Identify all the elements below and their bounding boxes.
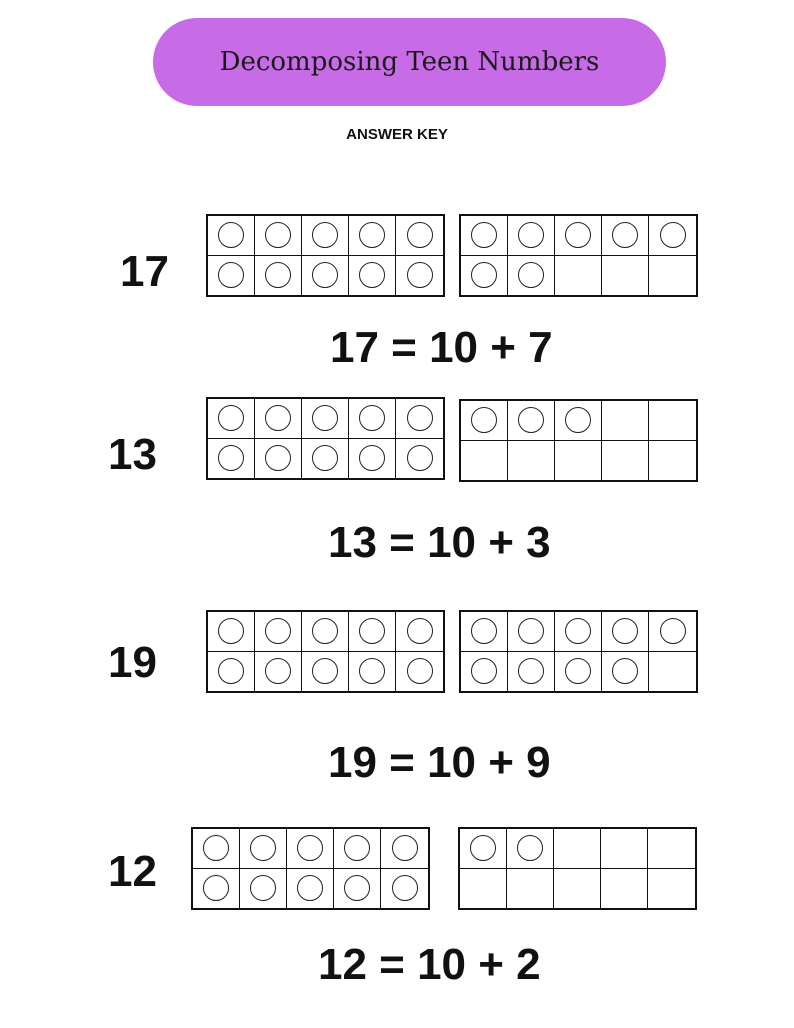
counter-circle-icon xyxy=(565,222,591,248)
counter-circle-icon xyxy=(392,835,418,861)
ten-frame-cell xyxy=(555,256,602,296)
ten-frame-cell xyxy=(396,612,443,652)
counter-circle-icon xyxy=(218,445,244,471)
counter-circle-icon xyxy=(359,405,385,431)
counter-circle-icon xyxy=(265,445,291,471)
counter-circle-icon xyxy=(218,405,244,431)
ten-frame-cell xyxy=(208,399,255,439)
ten-frame-cell xyxy=(240,829,287,869)
counter-circle-icon xyxy=(407,222,433,248)
ten-frame-cell xyxy=(648,829,695,869)
ten-frame-cell xyxy=(302,216,349,256)
ten-frame-cell xyxy=(193,869,240,909)
ten-frame-right xyxy=(459,610,698,693)
ten-frame-cell xyxy=(508,401,555,441)
counter-circle-icon xyxy=(218,222,244,248)
ten-frame-cell xyxy=(649,441,696,481)
ten-frame-cell xyxy=(302,439,349,479)
counter-circle-icon xyxy=(218,262,244,288)
counter-circle-icon xyxy=(218,618,244,644)
ten-frame-cell xyxy=(396,256,443,296)
answer-key-label: ANSWER KEY xyxy=(346,126,448,143)
ten-frame-left xyxy=(206,214,445,297)
ten-frame-cell xyxy=(334,869,381,909)
ten-frame-cell xyxy=(508,612,555,652)
ten-frame-cell xyxy=(601,829,648,869)
ten-frame-cell xyxy=(208,652,255,692)
ten-frame-cell xyxy=(461,612,508,652)
ten-frame-cell xyxy=(208,439,255,479)
ten-frame-cell xyxy=(302,612,349,652)
ten-frame-cell xyxy=(302,256,349,296)
ten-frame-cell xyxy=(208,256,255,296)
ten-frame-cell xyxy=(381,829,428,869)
ten-frame-cell xyxy=(287,869,334,909)
ten-frame-cell xyxy=(602,441,649,481)
page-title: Decomposing Teen Numbers xyxy=(219,47,600,77)
ten-frame-cell xyxy=(349,216,396,256)
problem-number: 13 xyxy=(108,430,157,479)
counter-circle-icon xyxy=(312,618,338,644)
counter-circle-icon xyxy=(471,407,497,433)
ten-frame-cell xyxy=(555,401,602,441)
counter-circle-icon xyxy=(203,875,229,901)
counter-circle-icon xyxy=(359,658,385,684)
ten-frame-cell xyxy=(508,256,555,296)
counter-circle-icon xyxy=(250,835,276,861)
ten-frame-cell xyxy=(648,869,695,909)
ten-frame-cell xyxy=(602,612,649,652)
counter-circle-icon xyxy=(471,262,497,288)
ten-frame-cell xyxy=(508,652,555,692)
ten-frame-cell xyxy=(255,399,302,439)
counter-circle-icon xyxy=(407,658,433,684)
counter-circle-icon xyxy=(518,222,544,248)
ten-frame-cell xyxy=(349,612,396,652)
ten-frame-cell xyxy=(555,612,602,652)
counter-circle-icon xyxy=(407,618,433,644)
ten-frame-cell xyxy=(381,869,428,909)
ten-frame-cell xyxy=(349,652,396,692)
ten-frame-cell xyxy=(460,869,507,909)
equation: 19 = 10 + 9 xyxy=(328,738,551,787)
ten-frame-left xyxy=(206,397,445,480)
counter-circle-icon xyxy=(265,222,291,248)
ten-frame-cell xyxy=(396,216,443,256)
ten-frame-cell xyxy=(461,216,508,256)
ten-frame-cell xyxy=(255,216,302,256)
counter-circle-icon xyxy=(407,445,433,471)
counter-circle-icon xyxy=(344,835,370,861)
counter-circle-icon xyxy=(471,618,497,644)
ten-frame-cell xyxy=(240,869,287,909)
ten-frame-cell xyxy=(602,652,649,692)
ten-frame-cell xyxy=(193,829,240,869)
ten-frame-cell xyxy=(507,829,554,869)
counter-circle-icon xyxy=(471,222,497,248)
counter-circle-icon xyxy=(612,658,638,684)
counter-circle-icon xyxy=(359,262,385,288)
ten-frame-cell xyxy=(649,652,696,692)
ten-frame-left xyxy=(206,610,445,693)
counter-circle-icon xyxy=(203,835,229,861)
counter-circle-icon xyxy=(471,658,497,684)
title-banner xyxy=(153,18,666,106)
ten-frame-cell xyxy=(287,829,334,869)
ten-frame-cell xyxy=(508,441,555,481)
problem-number: 12 xyxy=(108,847,157,896)
ten-frame-cell xyxy=(649,401,696,441)
counter-circle-icon xyxy=(565,618,591,644)
counter-circle-icon xyxy=(312,658,338,684)
ten-frame-cell xyxy=(602,256,649,296)
ten-frame-cell xyxy=(255,256,302,296)
ten-frame-cell xyxy=(602,401,649,441)
counter-circle-icon xyxy=(218,658,244,684)
counter-circle-icon xyxy=(265,618,291,644)
ten-frame-left xyxy=(191,827,430,910)
ten-frame-cell xyxy=(255,652,302,692)
ten-frame-cell xyxy=(302,652,349,692)
ten-frame-cell xyxy=(461,652,508,692)
problem-number: 19 xyxy=(108,638,157,687)
counter-circle-icon xyxy=(250,875,276,901)
ten-frame-cell xyxy=(649,612,696,652)
counter-circle-icon xyxy=(470,835,496,861)
counter-circle-icon xyxy=(565,407,591,433)
counter-circle-icon xyxy=(359,445,385,471)
ten-frame-cell xyxy=(302,399,349,439)
ten-frame-cell xyxy=(554,869,601,909)
counter-circle-icon xyxy=(265,658,291,684)
ten-frame-cell xyxy=(508,216,555,256)
counter-circle-icon xyxy=(392,875,418,901)
counter-circle-icon xyxy=(517,835,543,861)
counter-circle-icon xyxy=(312,222,338,248)
counter-circle-icon xyxy=(359,618,385,644)
counter-circle-icon xyxy=(312,405,338,431)
ten-frame-right xyxy=(458,827,697,910)
ten-frame-cell xyxy=(396,399,443,439)
ten-frame-cell xyxy=(555,652,602,692)
counter-circle-icon xyxy=(612,222,638,248)
ten-frame-right xyxy=(459,214,698,297)
counter-circle-icon xyxy=(312,445,338,471)
ten-frame-cell xyxy=(461,441,508,481)
ten-frame-cell xyxy=(255,439,302,479)
ten-frame-cell xyxy=(555,441,602,481)
ten-frame-cell xyxy=(460,829,507,869)
ten-frame-cell xyxy=(649,216,696,256)
counter-circle-icon xyxy=(565,658,591,684)
ten-frame-right xyxy=(459,399,698,482)
counter-circle-icon xyxy=(407,262,433,288)
counter-circle-icon xyxy=(518,407,544,433)
ten-frame-cell xyxy=(396,439,443,479)
ten-frame-cell xyxy=(461,401,508,441)
counter-circle-icon xyxy=(518,262,544,288)
ten-frame-cell xyxy=(208,612,255,652)
ten-frame-cell xyxy=(255,612,302,652)
ten-frame-cell xyxy=(554,829,601,869)
problem-number: 17 xyxy=(120,247,169,296)
ten-frame-cell xyxy=(334,829,381,869)
ten-frame-cell xyxy=(602,216,649,256)
ten-frame-cell xyxy=(649,256,696,296)
counter-circle-icon xyxy=(265,405,291,431)
equation: 13 = 10 + 3 xyxy=(328,518,551,567)
counter-circle-icon xyxy=(518,618,544,644)
counter-circle-icon xyxy=(518,658,544,684)
ten-frame-cell xyxy=(461,256,508,296)
counter-circle-icon xyxy=(265,262,291,288)
ten-frame-cell xyxy=(208,216,255,256)
ten-frame-cell xyxy=(601,869,648,909)
ten-frame-cell xyxy=(349,399,396,439)
equation: 12 = 10 + 2 xyxy=(318,940,541,989)
counter-circle-icon xyxy=(660,618,686,644)
counter-circle-icon xyxy=(297,835,323,861)
equation: 17 = 10 + 7 xyxy=(330,323,553,372)
ten-frame-cell xyxy=(349,439,396,479)
ten-frame-cell xyxy=(555,216,602,256)
ten-frame-cell xyxy=(507,869,554,909)
ten-frame-cell xyxy=(396,652,443,692)
counter-circle-icon xyxy=(359,222,385,248)
counter-circle-icon xyxy=(407,405,433,431)
counter-circle-icon xyxy=(660,222,686,248)
ten-frame-cell xyxy=(349,256,396,296)
counter-circle-icon xyxy=(344,875,370,901)
counter-circle-icon xyxy=(312,262,338,288)
counter-circle-icon xyxy=(612,618,638,644)
counter-circle-icon xyxy=(297,875,323,901)
